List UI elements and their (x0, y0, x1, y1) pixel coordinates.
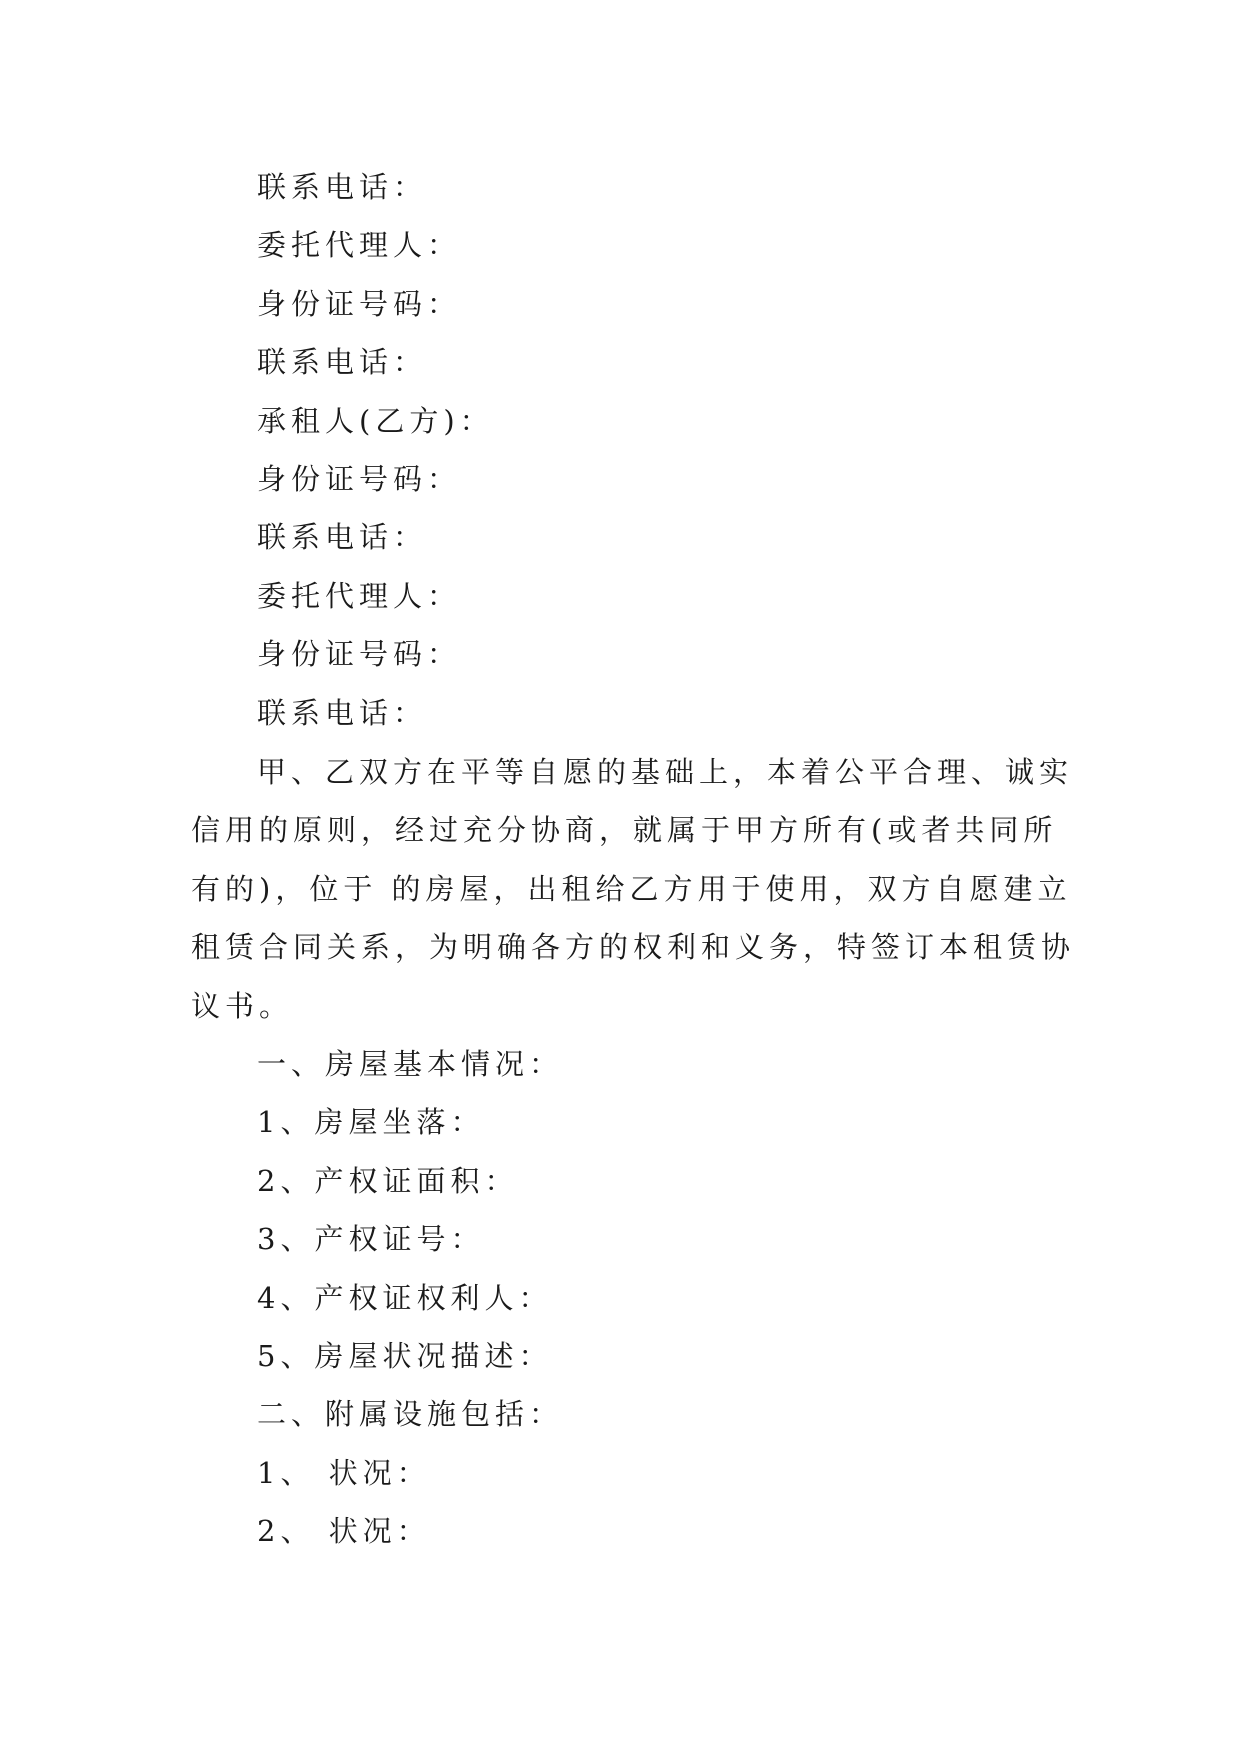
section-item: 4、产权证权利人： (257, 1280, 553, 1315)
field-line: 联系电话： (257, 520, 428, 555)
section-item: 2、 状况： (257, 1514, 431, 1549)
section-item: 1、房屋坐落： (257, 1105, 485, 1140)
paragraph-line: 信用的原则，经过充分协商，就属于甲方所有(或者共同所 (191, 813, 1058, 848)
field-line: 委托代理人： (257, 228, 462, 263)
field-line: 身份证号码： (257, 286, 462, 321)
agreement-paragraph (191, 743, 1076, 1035)
section-item: 2、产权证面积： (257, 1163, 519, 1198)
section-heading: 一、房屋基本情况： (257, 1047, 564, 1081)
field-line: 委托代理人： (257, 578, 462, 613)
section-heading: 二、附属设施包括： (257, 1397, 564, 1432)
field-line: 联系电话： (257, 170, 428, 204)
section-item: 3、产权证号： (257, 1222, 485, 1257)
paragraph-line: 租赁合同关系，为明确各方的权利和义务，特签订本租赁协 (191, 930, 1076, 965)
paragraph-line: 议书。 (191, 988, 294, 1023)
field-line: 承租人(乙方)： (257, 403, 494, 438)
section-list (191, 1035, 1051, 1561)
party-info-fields (191, 158, 1051, 742)
field-line: 联系电话： (257, 695, 428, 730)
paragraph-line: 甲、乙双方在平等自愿的基础上，本着公平合理、诚实 (257, 755, 1074, 789)
paragraph-line: 有的)，位于 的房屋，出租给乙方用于使用，双方自愿建立 (191, 871, 1072, 906)
field-line: 身份证号码： (257, 461, 462, 496)
field-line: 联系电话： (257, 345, 428, 380)
section-item: 1、 状况： (257, 1455, 431, 1490)
field-line: 身份证号码： (257, 637, 462, 672)
section-item: 5、房屋状况描述： (257, 1338, 553, 1373)
